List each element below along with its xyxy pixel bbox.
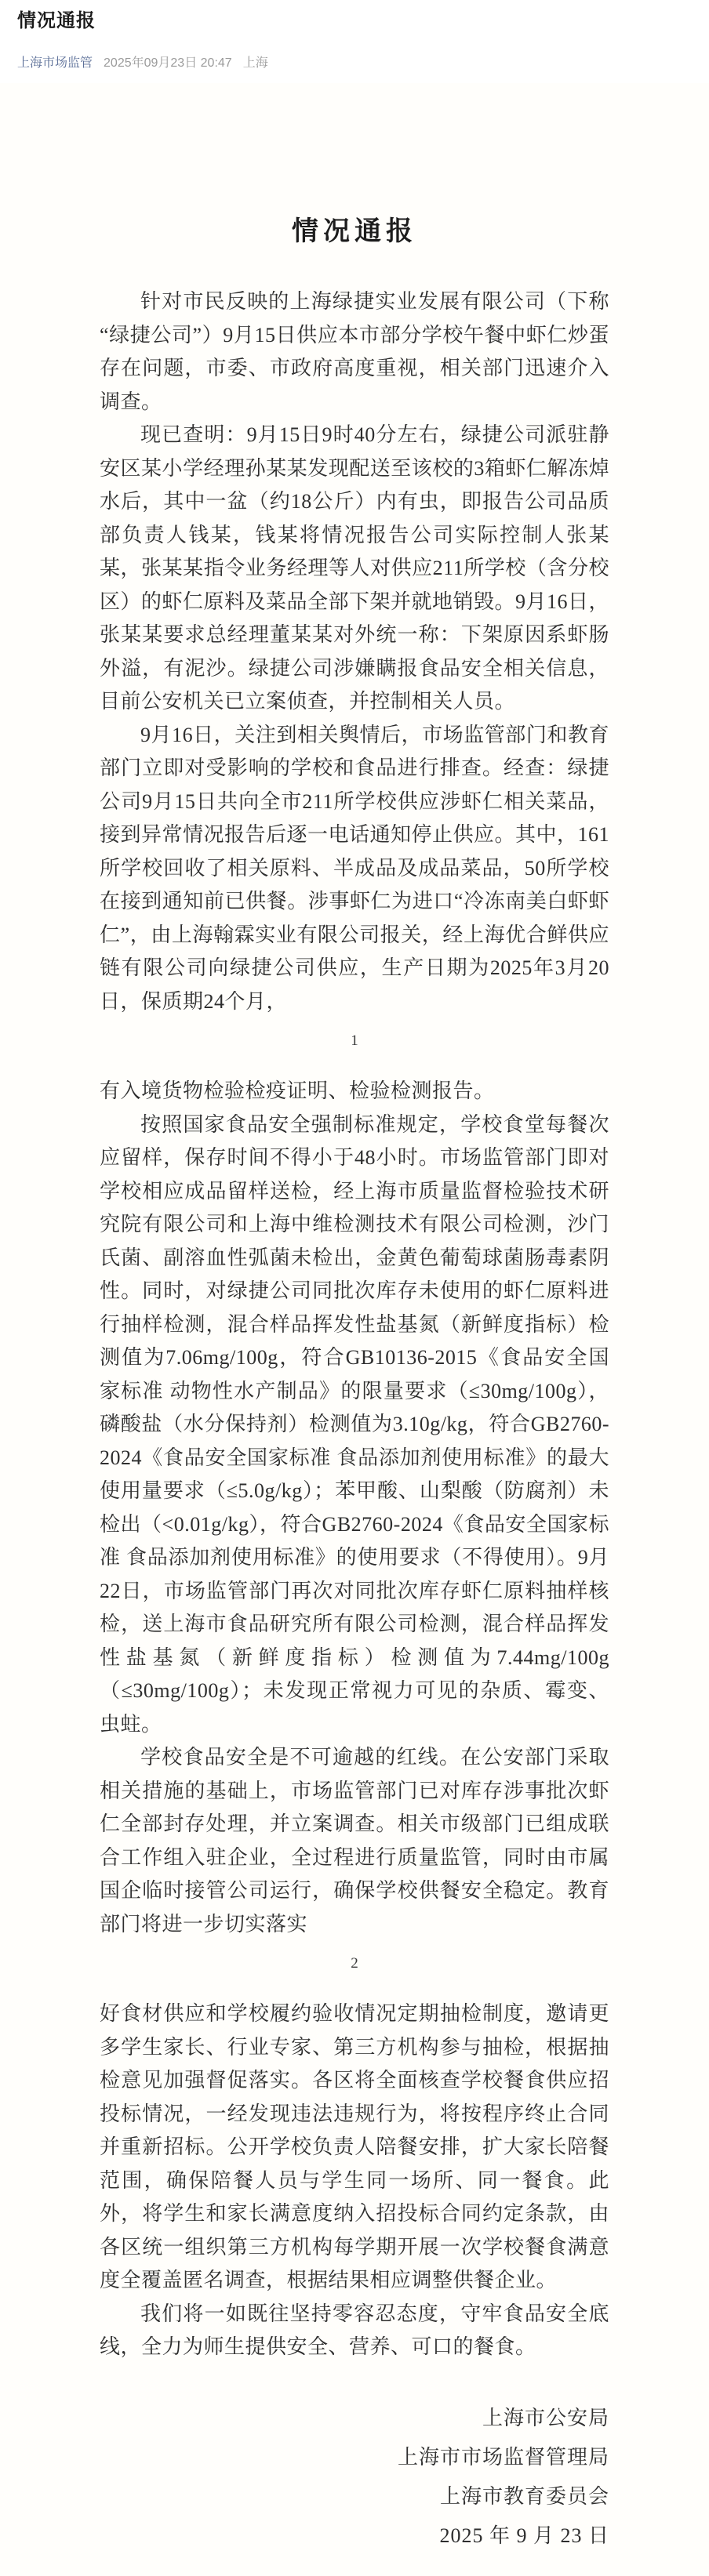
document-paragraph: 我们将一如既往坚持零容忍态度，守牢食品安全底线，全力为师生提供安全、营养、可口的餐食。 (100, 2302, 609, 2358)
page-number: 1 (351, 1032, 358, 1049)
account-name-link[interactable]: 上海市场监管 (17, 56, 93, 70)
signature-line: 上海市教育委员会 (439, 2484, 609, 2508)
document-scan-image[interactable] (0, 83, 709, 2576)
signature-line: 上海市公安局 (482, 2406, 609, 2429)
document-title: 情况通报 (292, 217, 417, 246)
byline (17, 55, 692, 72)
document-paragraph: 现已查明：9月15日9时40分左右，绿捷公司派驻静安区某小学经理孙某某发现配送至该校的3箱虾仁解冻焯水后，其中一盆（约18公斤）内有虫，即报告公司品质部负责人钱某，钱某将情况报告公司实际控制人张某某，张某某指令业务经理等人对供应211所学校（含分校区）的虾仁原料及菜品全部下架并就地销毁。9月16日，张某某要求总经理董某某对外统一称：下架原因系虾肠外溢，有泥沙。绿捷公司涉嫌瞒报食品安全相关信息，目前公安机关已立案侦查，并控制相关人员。 (100, 423, 610, 713)
document-paragraph: 学校食品安全是不可逾越的红线。在公安部门采取相关措施的基础上，市场监管部门已对库存涉事批次虾仁全部封存处理，并立案调查。相关市级部门已组成联合工作组入驻企业，全过程进行质量监管，同时由市属国企临时接管公司运行，确保学校供餐安全稳定。教育部门将进一步切实落实 (100, 1746, 609, 1936)
article-header (0, 0, 709, 72)
signature-date: 2025 年 9 月 23 日 (439, 2523, 609, 2547)
signature-block (100, 2399, 609, 2556)
document-paragraph: 按照国家食品安全强制标准规定，学校食堂每餐次应留样，保存时间不得小于48小时。市场监管部门即对学校相应成品留样送检，经上海市质量监督检验技术研究院有限公司和上海中维检测技术有限公司检测，沙门氏菌、副溶血性弧菌未检出，金黄色葡萄球菌肠毒素阴性。同时，对绿捷公司同批次库存未使用的虾仁原料进行抽样检测，混合样品挥发性盐基氮（新鲜度指标）检测值为7.06mg/100g，符合GB10136-2015《食品安全国家标准 动物性水产制品》的限量要求（≤30mg/100g），磷酸盐（水分保持剂）检测值为3.10g/kg，符合GB2760-2024《食品安全国家标准 食品添加剂使用标准》的最大使用量要求（≤5.0g/kg）；苯甲酸、山梨酸（防腐剂）未检出（<0.01g/kg），符合GB2760-2024《食品安全国家标准 食品添加剂使用标准》的使用要求（不得使用）。9月22日，市场监管部门再次对同批次库存虾仁原料抽样核检，送上海市食品研究所有限公司检测，混合样品挥发性盐基氮（新鲜度指标）检测值为7.44mg/100g（≤30mg/100g）；未发现正常视力可见的杂质、霉变、虫蛀。 (100, 1112, 609, 1736)
document-paragraph: 针对市民反映的上海绿捷实业发展有限公司（下称“绿捷公司”）9月15日供应本市部分学校午餐中虾仁炒蛋存在问题，市委、市政府高度重视，相关部门迅速介入调查。 (100, 290, 609, 413)
document-paragraph: 9月16日，关注到相关舆情后，市场监管部门和教育部门立即对受影响的学校和食品进行排查。经查：绿捷公司9月15日共向全市211所学校供应涉虾仁相关菜品，接到异常情况报告后逐一电话通知停止供应。其中，161所学校回收了相关原料、半成品及成品菜品，50所学校在接到通知前已供餐。涉事虾仁为进口“冷冻南美白虾虾仁”，由上海翰霖实业有限公司报关，经上海优合鲜供应链有限公司向绿捷公司供应，生产日期为2025年3月20日，保质期24个月， (100, 723, 610, 1013)
publish-location: 上海 (242, 56, 268, 70)
document-paragraph: 好食材供应和学校履约验收情况定期抽检制度，邀请更多学生家长、行业专家、第三方机构参与抽检，根据抽检意见加强督促落实。各区将全面核查学校餐食供应招投标情况，一经发现违法违规行为，将按程序终止合同并重新招标。公开学校负责人陪餐安排，扩大家长陪餐范围，确保陪餐人员与学生同一场所、同一餐食。此外，将学生和家长满意度纳入招投标合同约定条款，由各区统一组织第三方机构每学期开展一次学校餐食满意度全覆盖匿名调查，根据结果相应调整供餐企业。 (100, 2002, 609, 2291)
page-number: 2 (351, 1955, 358, 1972)
signature-line: 上海市市场监督管理局 (397, 2445, 609, 2469)
publish-time: 2025年09月23日 20:47 (104, 56, 232, 70)
article-title: 情况通报 (17, 10, 96, 31)
document-paragraph: 有入境货物检验检疫证明、检验检测报告。 (100, 1079, 495, 1102)
